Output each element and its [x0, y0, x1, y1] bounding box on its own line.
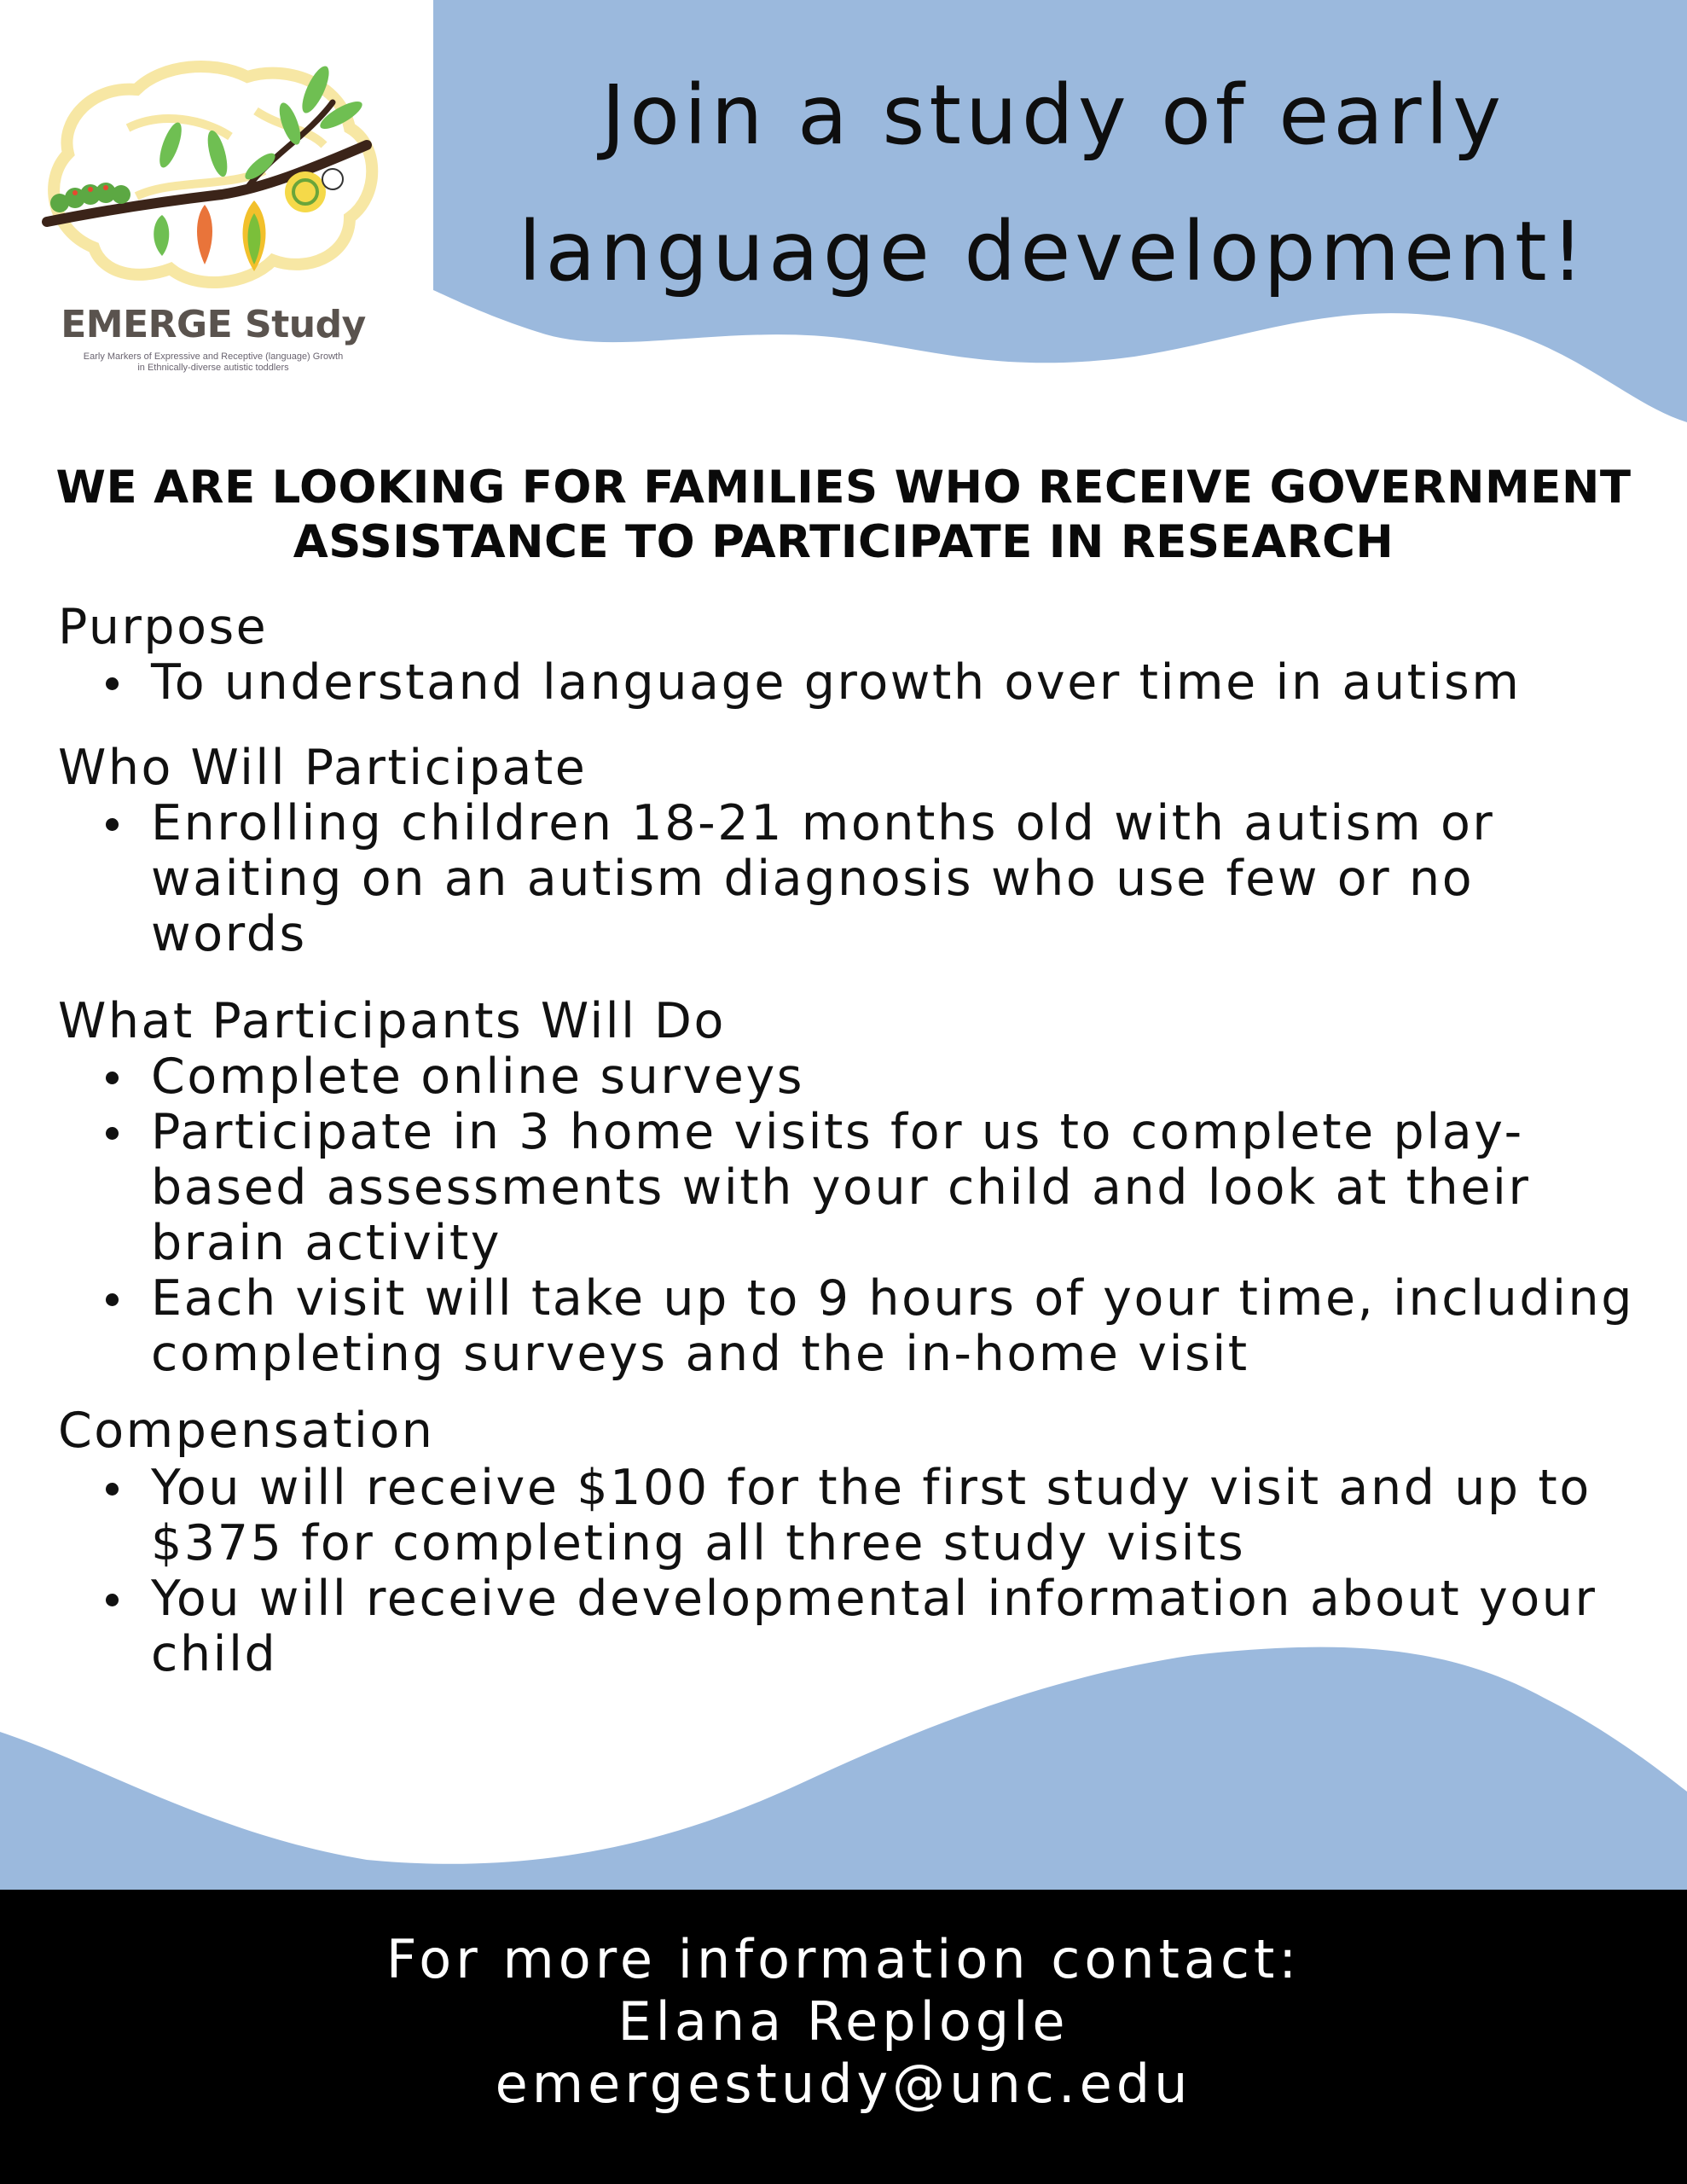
caterpillar-branch-logo-icon — [34, 51, 392, 307]
headline-line-1: Join a study of early — [600, 67, 1506, 163]
logo-title: EMERGE Study — [61, 303, 366, 346]
section-title-compensation: Compensation — [58, 1403, 435, 1459]
list-item: You will receive developmental information about your child — [102, 1571, 1597, 1682]
bottom-wave — [0, 1647, 1687, 1890]
section-title-who: Who Will Participate — [58, 740, 588, 796]
recruitment-subhead — [26, 461, 1661, 570]
section-title-purpose: Purpose — [58, 599, 269, 655]
contact-prompt: For more information contact: — [386, 1928, 1301, 1990]
logo-subtitle: Early Markers of Expressive and Receptive (language) Growth in Ethnically-diverse autistic toddlers — [83, 351, 344, 373]
list-item: Enrolling children 18-21 months old with autism or waiting on an autism diagnosis who use few or no words — [102, 796, 1494, 962]
contact-name: Elana Replogle — [617, 1990, 1070, 2053]
list-item: Participate in 3 home visits for us to complete play- based assessments with your child and look at their brain activity — [102, 1105, 1531, 1271]
headline — [443, 47, 1663, 320]
subhead-line-2: ASSISTANCE TO PARTICIPATE IN RESEARCH — [293, 516, 1394, 568]
section-title-what: What Participants Will Do — [58, 993, 726, 1049]
contact-footer — [0, 1890, 1687, 2184]
contact-email[interactable]: emergestudy@unc.edu — [495, 2053, 1192, 2115]
emerge-logo — [34, 51, 392, 392]
list-item: Each visit will take up to 9 hours of your time, including completing surveys and the in-home visit — [102, 1271, 1634, 1382]
subhead-line-1: WE ARE LOOKING FOR FAMILIES WHO RECEIVE GOVERNMENT — [55, 462, 1632, 514]
list-item: You will receive $100 for the first study visit and up to $375 for completing all three study visits — [102, 1461, 1591, 1571]
headline-line-2: language development! — [518, 204, 1589, 299]
list-item: Complete online surveys — [102, 1049, 804, 1105]
list-item: To understand language growth over time in autism — [102, 655, 1521, 711]
